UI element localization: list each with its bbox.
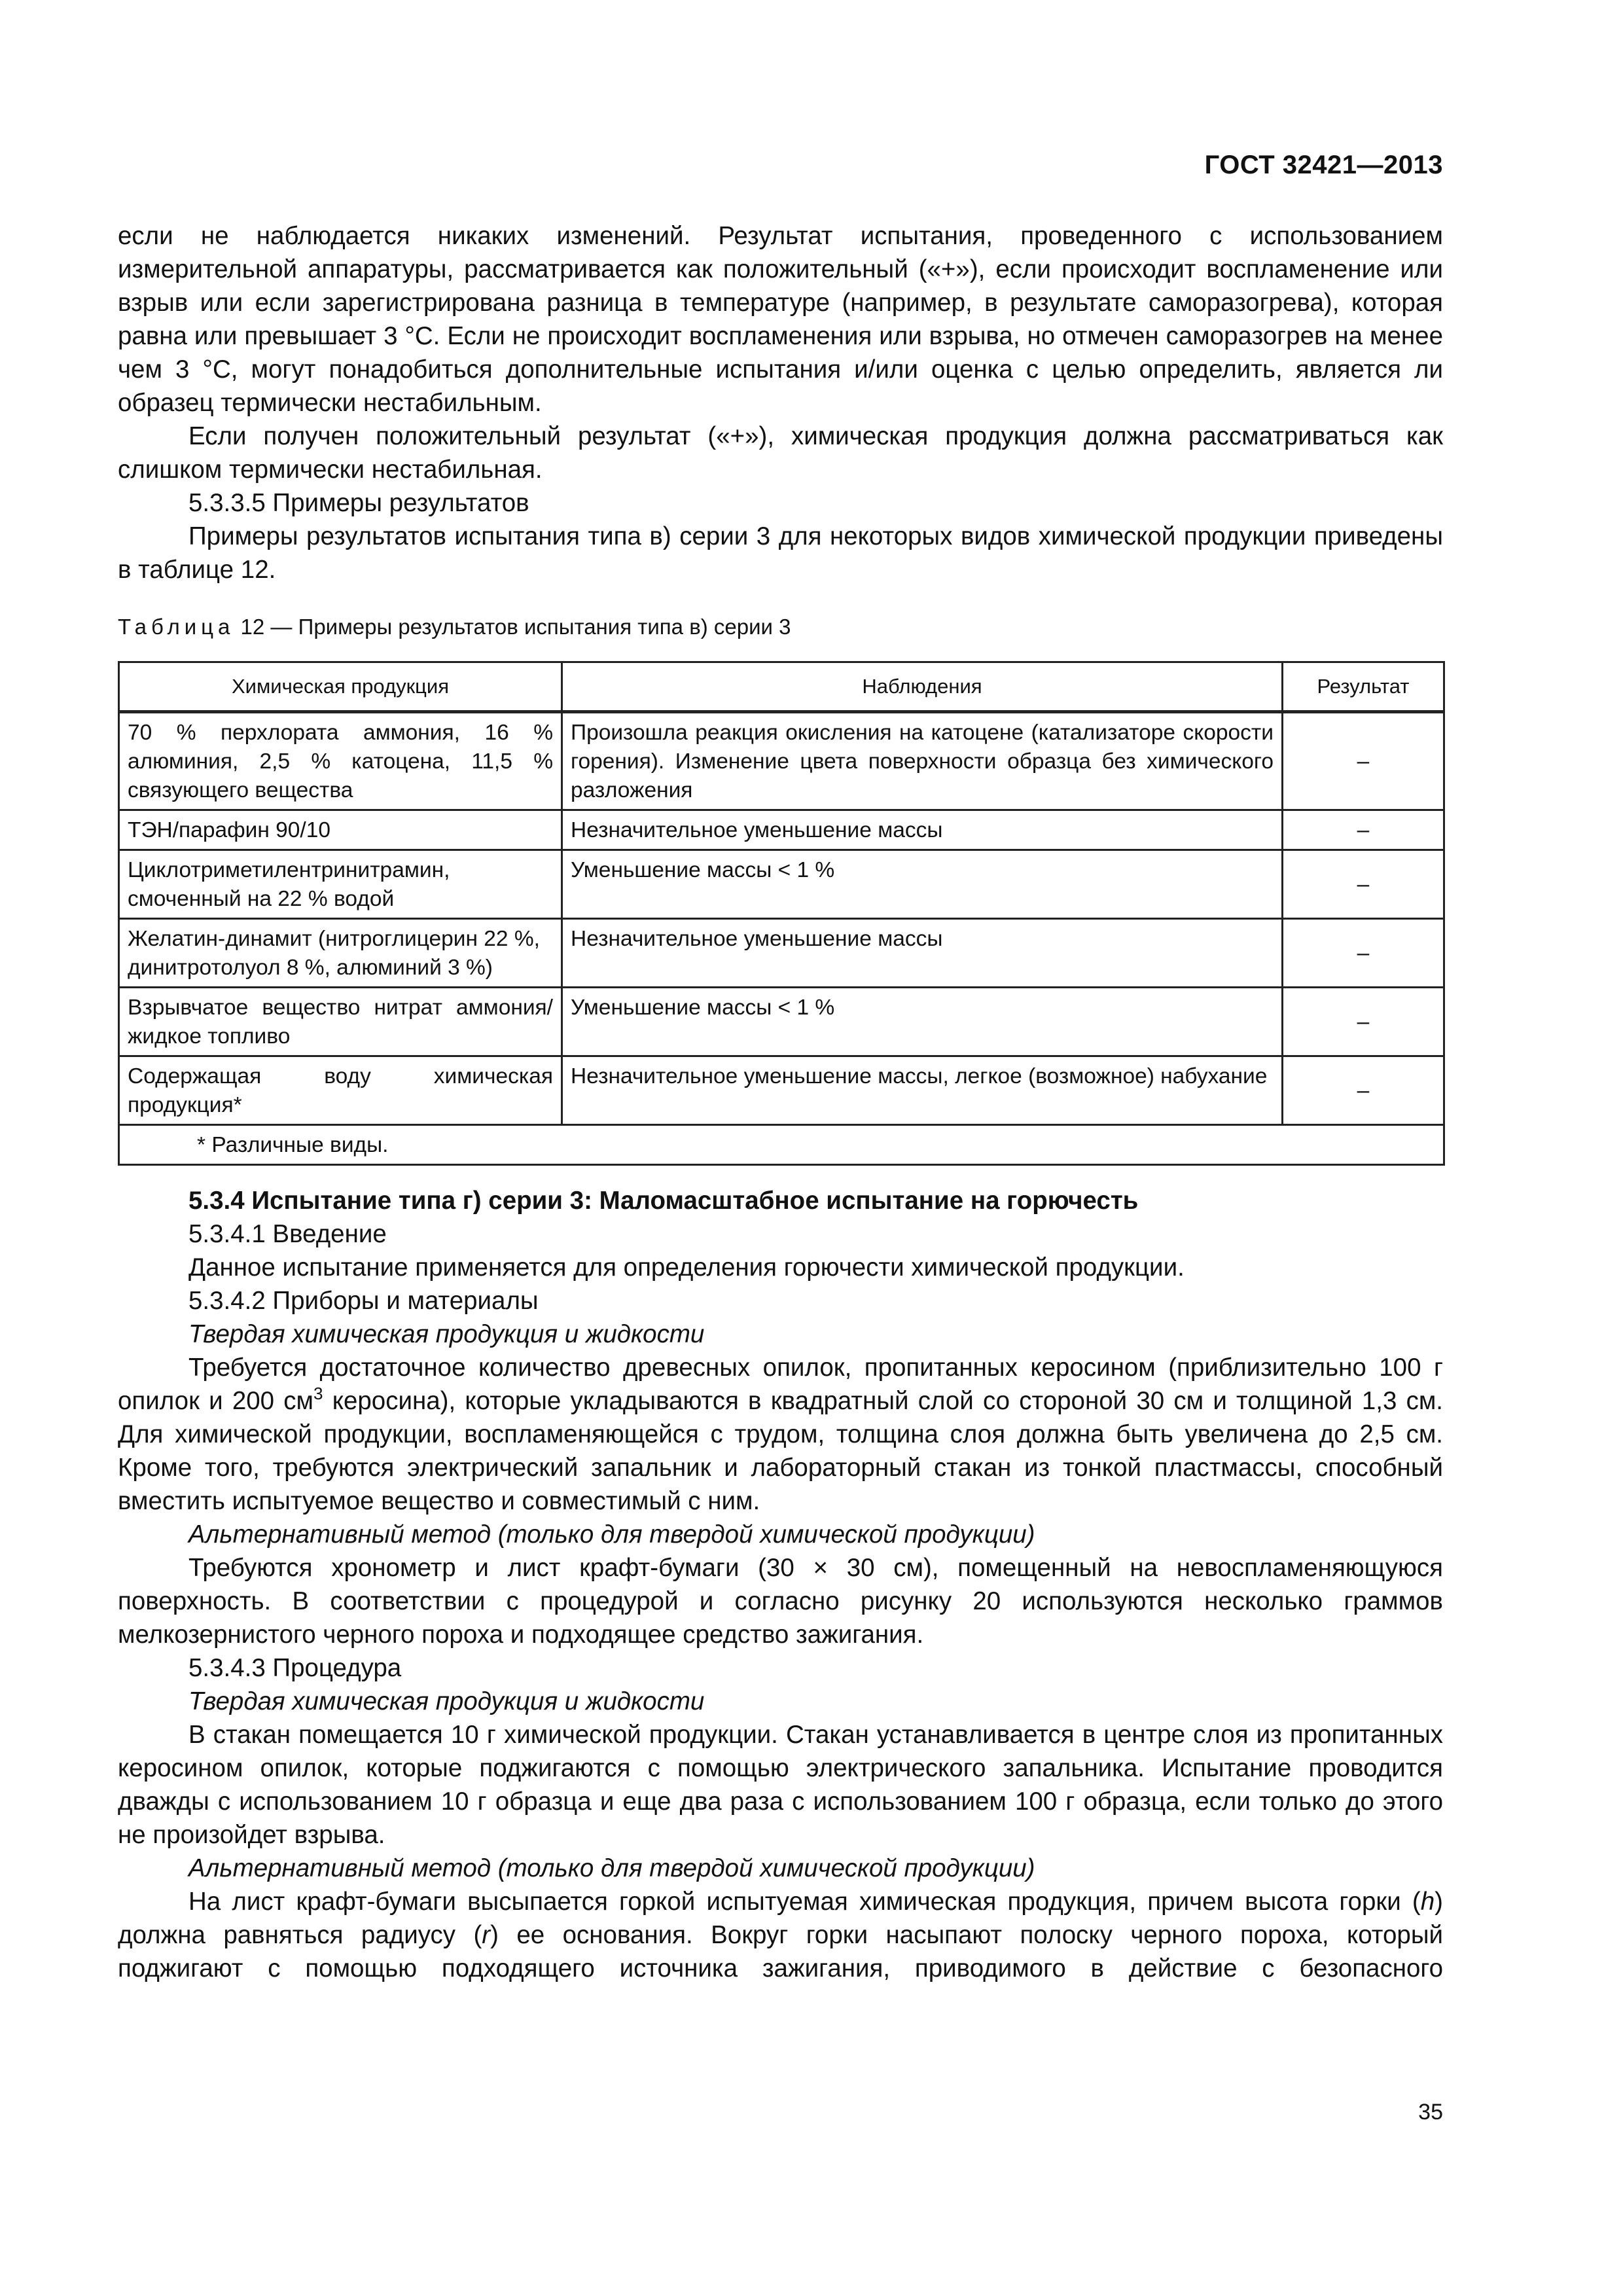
cell-observation-text: Незначительное уменьшение массы	[571, 927, 943, 951]
heading-5-3-4-3: 5.3.4.3 Процедура	[188, 1654, 402, 1682]
page-number: 35	[1418, 2100, 1443, 2125]
paragraph-sawdust-part-a: Требуется достаточное количество древесных опилок, пропитанных керосином (приблизительно 100 г опилок и 200 см	[118, 1354, 1443, 1415]
cell-observation-text: Уменьшение массы < 1 %	[571, 996, 835, 1020]
paragraph-test-result-criteria: если не наблюдается никаких изменений. Результат испытания, проведенного с использованием измерительной аппаратуры, рассматривается как положительный («+»), если происходит воспламенение или взрыв или если зарегистрирована разница в температуре (например, в результате саморазогрева), которая равна или превышает 3 °С. Если не происходит воспламенения или взрыва, но отмечен саморазогрев на менее чем 3 °С, могут понадобиться дополнительные испытания и/или оценка с целью определить, является ли образец термически нестабильным.	[118, 222, 1443, 417]
paragraph-alt-part-b: ) должна равняться радиусу (	[118, 1888, 1443, 1949]
cell-result: –	[1283, 988, 1444, 1056]
superscript-cubic: 3	[313, 1384, 323, 1403]
cell-product-text: Содержащая воду химическая продукция*	[128, 1064, 553, 1117]
table-caption-title: 12 — Примеры результатов испытания типа в) серии 3	[234, 615, 791, 639]
cell-observation	[562, 988, 1283, 1056]
table-header-row	[119, 662, 1444, 712]
table-footnote: * Различные виды.	[119, 1125, 1444, 1165]
cell-product-text: Желатин-динамит (нитроглицерин 22 %, динитротолуол 8 %, алюминий 3 %)	[128, 927, 540, 980]
cell-product-text: 70 % перхлората аммония, 16 % алюминия, 2,5 % катоцена, 11,5 % связующего вещества	[128, 721, 553, 802]
cell-product	[119, 988, 562, 1056]
cell-result: –	[1283, 1056, 1444, 1125]
cell-observation	[562, 850, 1283, 919]
table-row	[119, 988, 1444, 1056]
table-caption-label: Таблица	[118, 615, 235, 639]
cell-observation	[562, 1056, 1283, 1125]
table-12-caption	[118, 613, 1443, 641]
heading-5-3-3-5: 5.3.3.5 Примеры результатов	[188, 489, 529, 517]
table-row	[119, 810, 1444, 850]
paragraph-introduction: Данное испытание применяется для определения горючести химической продукции.	[188, 1253, 1185, 1282]
heading-5-3-4-2: 5.3.4.2 Приборы и материалы	[188, 1287, 539, 1315]
document-code-header: ГОСТ 32421—2013	[1204, 151, 1443, 179]
cell-result: –	[1283, 850, 1444, 919]
document-page	[118, 0, 1443, 2296]
table-footnote-row	[119, 1125, 1444, 1165]
cell-observation	[562, 919, 1283, 988]
variable-h: h	[1420, 1888, 1435, 1916]
cell-observation-text: Уменьшение массы < 1 %	[571, 858, 835, 882]
cell-product	[119, 810, 562, 850]
cell-product-text: ТЭН/парафин 90/10	[128, 818, 330, 842]
paragraph-alt-part-c: ) ее основания. Вокруг горки насыпают полоску черного пороха, который поджигают с помощью подходящего источника зажигания, приводимого в действие с безопасного	[118, 1921, 1444, 1982]
cell-product-text: Взрывчатое вещество нитрат аммония/жидкое топливо	[128, 996, 553, 1049]
variable-r: r	[482, 1921, 491, 1949]
column-header-product: Химическая продукция	[119, 662, 562, 712]
table-row	[119, 919, 1444, 988]
column-header-result: Результат	[1283, 662, 1444, 712]
table-row	[119, 850, 1444, 919]
table-12	[118, 661, 1445, 1166]
paragraph-procedure: В стакан помещается 10 г химической продукции. Стакан устанавливается в центре слоя из пропитанных керосином опилок, которые поджигаются с помощью электрического запальника. Испытание проводится дважды с использованием 10 г образца и еще два раза с использованием 100 г образца, если только до этого не произойдет взрыва.	[118, 1721, 1443, 1849]
column-header-observations: Наблюдения	[562, 662, 1283, 712]
cell-observation	[562, 810, 1283, 850]
subheading-alternative-method: Альтернативный метод (только для твердой химической продукции)	[188, 1520, 1035, 1549]
subheading-alternative-method: Альтернативный метод (только для твердой химической продукции)	[188, 1854, 1035, 1882]
page-content	[118, 219, 1443, 1985]
paragraph-alt-part-a: На лист крафт-бумаги высыпается горкой испытуемая химическая продукция, причем высота горки (	[188, 1888, 1421, 1916]
paragraph-positive-result: Если получен положительный результат («+»), химическая продукция должна рассматриваться как слишком термически нестабильная.	[118, 422, 1443, 484]
cell-product-text: Циклотриметилентринитрамин, смоченный на 22 % водой	[128, 858, 450, 911]
paragraph-sawdust-materials	[118, 1351, 1443, 1518]
paragraph-alternative-materials: Требуются хронометр и лист крафт-бумаги (30 × 30 см), помещенный на невоспламеняющуюся поверхность. В соответствии с процедурой и согласно рисунку 20 используются несколько граммов мелкозернистого черного пороха и подходящее средство зажигания.	[118, 1554, 1443, 1649]
paragraph-alternative-procedure	[118, 1885, 1443, 1985]
paragraph-examples-intro: Примеры результатов испытания типа в) серии 3 для некоторых видов химической продукции приведены в таблице 12.	[118, 522, 1443, 584]
cell-observation-text: Незначительное уменьшение массы, легкое (возможное) набухание	[571, 1064, 1268, 1088]
cell-product	[119, 712, 562, 810]
subheading-solids-liquids: Твердая химическая продукция и жидкости	[188, 1320, 705, 1348]
cell-product	[119, 919, 562, 988]
table-row	[119, 1056, 1444, 1125]
cell-observation-text: Произошла реакция окисления на катоцене (катализаторе скорости горения). Изменение цвета поверхности образца без химического разложения	[571, 721, 1274, 802]
cell-result: –	[1283, 919, 1444, 988]
cell-result: –	[1283, 712, 1444, 810]
paragraph-sawdust-part-b: керосина), которые укладываются в квадратный слой со стороной 30 см и толщиной 1,3 см. Для химической продукции, воспламеняющейся с трудом, толщина слоя должна быть увеличена до 2,5 см. Кроме того, требуются электрический запальник и лабораторный стакан из тонкой пластмассы, способный вместить испытуемое вещество и совместимый с ним.	[118, 1387, 1443, 1515]
subheading-solids-liquids: Твердая химическая продукция и жидкости	[188, 1687, 705, 1715]
heading-5-3-4-1: 5.3.4.1 Введение	[188, 1220, 387, 1248]
cell-product	[119, 850, 562, 919]
cell-product	[119, 1056, 562, 1125]
cell-observation	[562, 712, 1283, 810]
cell-observation-text: Незначительное уменьшение массы	[571, 818, 943, 842]
heading-5-3-4: 5.3.4 Испытание типа г) серии 3: Маломасштабное испытание на горючесть	[188, 1187, 1139, 1215]
cell-result: –	[1283, 810, 1444, 850]
table-row	[119, 712, 1444, 810]
